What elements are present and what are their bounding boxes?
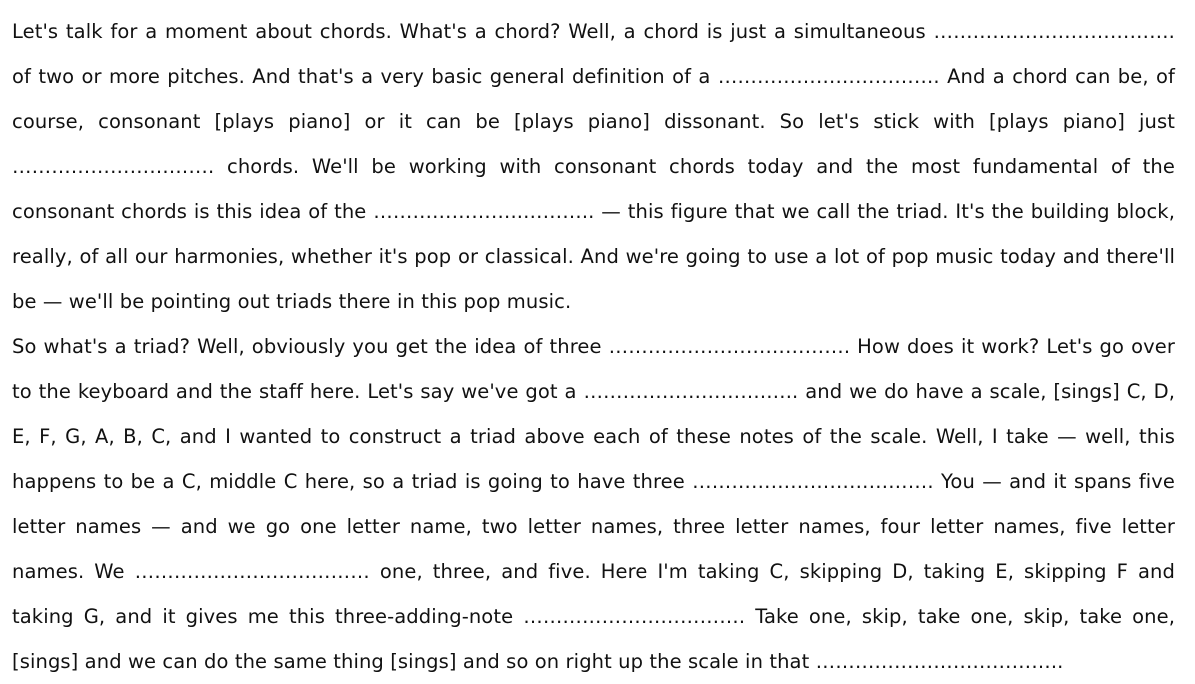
paragraph-triads: So what's a triad? Well, obviously you get the idea of three ………………………………. How does it work? Let's go over to the keyboard and the staff here. Let's say we've got a ……………………….….. and we do have a scale, [sings] C, D, E, F, G, A, B, C, and I wanted to construct a triad above each of these notes of the scale. Well, I take — well, this happens to be a C, middle C here, so a triad is going to have three ………………………………. You — and it spans five letter names — and we go one letter name, two letter names, three letter names, four letter names, five letter names. We ……………………………… one, three, and five. Here I'm taking C, skipping D, taking E, skipping F and taking G, and it gives me this three-adding-note ……………………………. Take one, skip, take one, skip, take one, [sings] and we can do the same thing [sings] and so on right up the scale in that ……………………………….. [12,335,1175,673]
paragraph-chords: Let's talk for a moment about chords. What's a chord? Well, a chord is just a simultaneous ………………………………. of two or more pitches. And that's a very basic general definition of a ……………………………. And a chord can be, of course, consonant [plays piano] or it can be [plays piano] dissonant. So let's stick with [plays piano] just …………………………. chords. We'll be working with consonant chords today and the most fundamental of the consonant chords is this idea of the …………………..……….. — this figure that we call the triad. It's the building block, really, of all our harmonies, whether it's pop or classical. And we're going to use a lot of pop music today and there'll be — we'll be pointing out triads there in this pop music. [12,20,1175,313]
